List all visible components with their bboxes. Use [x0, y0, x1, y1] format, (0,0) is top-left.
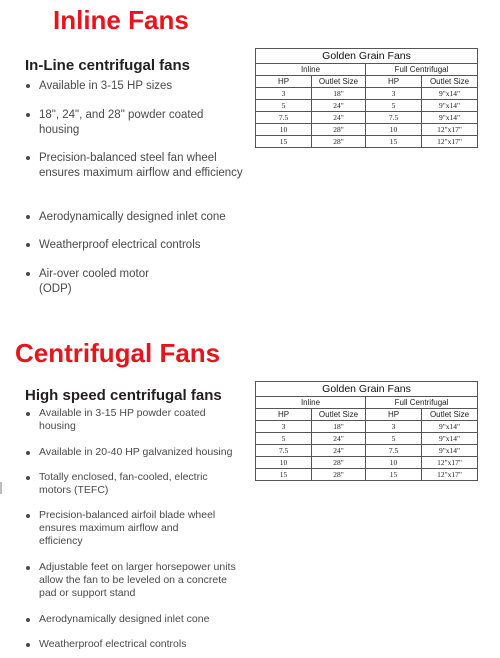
centrifugal-feature-item: Available in 20-40 HP galvanized housing — [25, 446, 259, 459]
table-cell: 28" — [312, 469, 366, 481]
table-caption: Golden Grain Fans — [256, 49, 478, 64]
centrifugal-feature-item: Precision-balanced airfoil blade wheel ensures maximum airflow and efficiency — [25, 509, 224, 548]
table-cell: 7.5 — [366, 112, 422, 124]
page-edge-mark — [0, 482, 2, 494]
table-row — [256, 100, 478, 112]
centrifugal-spec-table — [255, 381, 478, 481]
inline-fans-title: Inline Fans — [53, 5, 189, 35]
table-group-inline: Inline — [256, 397, 366, 409]
inline-feature-item: Precision-balanced steel fan wheel ensures maximum airflow and efficiency — [25, 151, 254, 180]
table-cell: 10 — [366, 457, 422, 469]
table-cell: 9"x14" — [422, 433, 478, 445]
table-row — [256, 433, 478, 445]
table-cell: 9"x14" — [422, 112, 478, 124]
table-cell: 12"x17" — [422, 457, 478, 469]
table-cell: 5 — [366, 433, 422, 445]
table-group-full-centrifugal: Full Centrifugal — [366, 64, 478, 76]
table-cell: 3 — [366, 421, 422, 433]
centrifugal-fans-title: Centrifugal Fans — [15, 338, 221, 368]
centrifugal-feature-item: Available in 3-15 HP powder coated housing — [25, 407, 229, 433]
table-cell: 5 — [256, 100, 312, 112]
table-row — [256, 445, 478, 457]
table-header-outlet: Outlet Size — [312, 76, 366, 88]
table-cell: 5 — [256, 433, 312, 445]
table-cell: 18" — [312, 421, 366, 433]
table-caption: Golden Grain Fans — [256, 382, 478, 397]
centrifugal-feature-item: Totally enclosed, fan-cooled, electric motors (TEFC) — [25, 471, 239, 497]
table-cell: 9"x14" — [422, 421, 478, 433]
inline-feature-item: 18", 24", and 28" powder coated housing — [25, 108, 239, 137]
table-cell: 12"x17" — [422, 136, 478, 148]
table-header-hp: HP — [256, 409, 312, 421]
table-row — [256, 124, 478, 136]
table-group-full-centrifugal: Full Centrifugal — [366, 397, 478, 409]
table-header-outlet: Outlet Size — [422, 409, 478, 421]
table-cell: 7.5 — [256, 112, 312, 124]
table-row — [256, 457, 478, 469]
table-row — [256, 112, 478, 124]
table-row — [256, 136, 478, 148]
inline-spec-table — [255, 48, 478, 148]
table-cell: 9"x14" — [422, 88, 478, 100]
table-header-hp: HP — [256, 76, 312, 88]
inline-fans-subtitle: In-Line centrifugal fans — [25, 57, 191, 74]
table-cell: 12"x17" — [422, 124, 478, 136]
inline-feature-item: Available in 3-15 HP sizes — [25, 79, 249, 94]
centrifugal-fans-subtitle: High speed centrifugal fans — [25, 387, 222, 404]
table-cell: 15 — [256, 469, 312, 481]
table-cell: 7.5 — [366, 445, 422, 457]
table-cell: 12"x17" — [422, 469, 478, 481]
centrifugal-feature-item: Adjustable feet on larger horsepower units allow the fan to be leveled on a concrete pad or support stand — [25, 561, 239, 600]
table-cell: 15 — [256, 136, 312, 148]
centrifugal-feature-item: Aerodynamically designed inlet cone — [25, 613, 254, 626]
table-cell: 3 — [256, 421, 312, 433]
table-cell: 28" — [312, 136, 366, 148]
table-cell: 28" — [312, 124, 366, 136]
table-cell: 3 — [256, 88, 312, 100]
table-header-outlet: Outlet Size — [312, 409, 366, 421]
table-cell: 24" — [312, 433, 366, 445]
table-cell: 9"x14" — [422, 445, 478, 457]
table-cell: 10 — [256, 124, 312, 136]
inline-feature-item: Aerodynamically designed inlet cone — [25, 210, 254, 225]
table-row — [256, 88, 478, 100]
table-cell: 7.5 — [256, 445, 312, 457]
table-cell: 24" — [312, 112, 366, 124]
table-cell: 15 — [366, 136, 422, 148]
table-cell: 10 — [366, 124, 422, 136]
inline-feature-item: Air-over cooled motor (ODP) — [25, 267, 149, 296]
table-header-outlet: Outlet Size — [422, 76, 478, 88]
table-header-hp: HP — [366, 76, 422, 88]
table-cell: 3 — [366, 88, 422, 100]
table-row — [256, 469, 478, 481]
centrifugal-feature-item: Weatherproof electrical controls — [25, 638, 254, 651]
table-cell: 15 — [366, 469, 422, 481]
table-cell: 24" — [312, 445, 366, 457]
table-cell: 28" — [312, 457, 366, 469]
table-cell: 24" — [312, 100, 366, 112]
table-row — [256, 421, 478, 433]
table-cell: 9"x14" — [422, 100, 478, 112]
table-cell: 5 — [366, 100, 422, 112]
table-cell: 18" — [312, 88, 366, 100]
table-group-inline: Inline — [256, 64, 366, 76]
table-header-hp: HP — [366, 409, 422, 421]
table-cell: 10 — [256, 457, 312, 469]
inline-feature-item: Weatherproof electrical controls — [25, 238, 254, 253]
